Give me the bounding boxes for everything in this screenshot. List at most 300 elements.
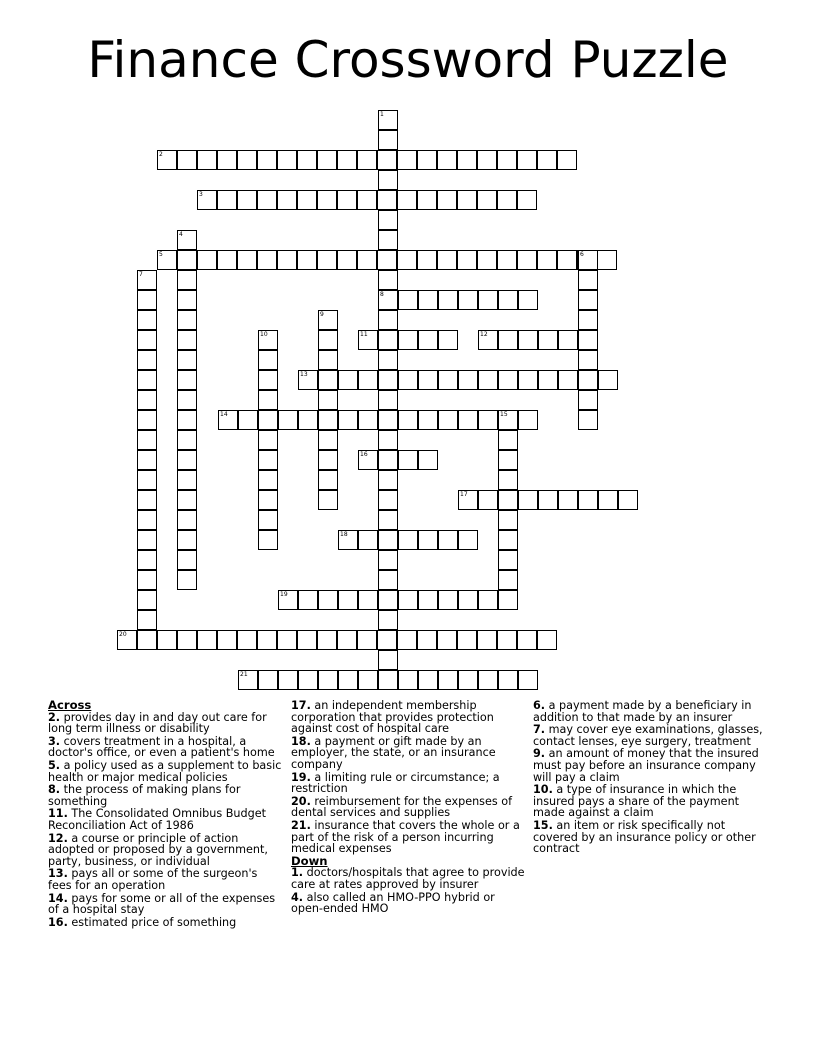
grid-cell[interactable] <box>277 190 297 210</box>
grid-cell[interactable] <box>378 390 398 410</box>
grid-cell[interactable] <box>177 370 197 390</box>
grid-cell[interactable] <box>438 530 458 550</box>
grid-cell[interactable] <box>358 450 378 470</box>
clue-text: a payment made by a beneficiary in addition to that made by an insurer <box>533 699 752 724</box>
grid-cell[interactable] <box>318 430 338 450</box>
grid-cell[interactable] <box>277 150 297 170</box>
grid-cell[interactable] <box>217 190 237 210</box>
grid-cell[interactable] <box>337 630 357 650</box>
grid-cell[interactable] <box>457 150 477 170</box>
clue-text: the process of making plans for something <box>48 783 241 808</box>
grid-cell[interactable] <box>458 290 478 310</box>
grid-cell[interactable] <box>478 410 498 430</box>
grid-cell[interactable] <box>477 250 497 270</box>
clue-number: 19 <box>280 591 288 598</box>
grid-cell[interactable] <box>298 370 318 390</box>
grid-cell[interactable] <box>478 330 498 350</box>
grid-cell[interactable] <box>378 270 398 290</box>
grid-cell[interactable] <box>417 630 437 650</box>
grid-cell[interactable] <box>378 410 398 430</box>
grid-cell[interactable] <box>438 590 458 610</box>
grid-cell[interactable] <box>237 250 257 270</box>
grid-cell[interactable] <box>338 530 358 550</box>
grid-cell[interactable] <box>338 370 358 390</box>
grid-cell[interactable] <box>218 410 238 430</box>
grid-cell[interactable] <box>518 370 538 390</box>
grid-cell[interactable] <box>357 150 377 170</box>
clue-number: 10 <box>260 331 268 338</box>
grid-cell[interactable] <box>137 310 157 330</box>
grid-cell[interactable] <box>578 310 598 330</box>
grid-cell[interactable] <box>217 630 237 650</box>
grid-cell[interactable] <box>297 150 317 170</box>
across-clue <box>48 736 284 759</box>
grid-cell[interactable] <box>197 150 217 170</box>
grid-cell[interactable] <box>438 670 458 690</box>
grid-cell[interactable] <box>338 670 358 690</box>
grid-cell[interactable] <box>598 370 618 390</box>
grid-cell[interactable] <box>578 390 598 410</box>
grid-cell[interactable] <box>438 410 458 430</box>
grid-cell[interactable] <box>397 630 417 650</box>
grid-cell[interactable] <box>358 370 378 390</box>
grid-cell[interactable] <box>137 590 157 610</box>
grid-cell[interactable] <box>518 490 538 510</box>
grid-cell[interactable] <box>318 390 338 410</box>
grid-cell[interactable] <box>177 630 197 650</box>
grid-cell[interactable] <box>137 510 157 530</box>
grid-cell[interactable] <box>497 150 517 170</box>
grid-cell[interactable] <box>517 630 537 650</box>
grid-cell[interactable] <box>478 370 498 390</box>
clue-number: 18 <box>340 531 348 538</box>
clue-text: estimated price of something <box>67 915 237 929</box>
grid-cell[interactable] <box>517 190 537 210</box>
grid-cell[interactable] <box>357 630 377 650</box>
grid-cell[interactable] <box>597 250 617 270</box>
grid-cell[interactable] <box>237 630 257 650</box>
grid-cell[interactable] <box>578 410 598 430</box>
grid-cell[interactable] <box>578 350 598 370</box>
grid-cell[interactable] <box>298 670 318 690</box>
grid-cell[interactable] <box>398 670 418 690</box>
grid-cell[interactable] <box>458 590 478 610</box>
grid-cell[interactable] <box>618 490 638 510</box>
grid-cell[interactable] <box>457 250 477 270</box>
grid-cell[interactable] <box>258 450 278 470</box>
grid-cell[interactable] <box>378 530 398 550</box>
grid-cell[interactable] <box>478 590 498 610</box>
grid-cell[interactable] <box>498 290 518 310</box>
grid-cell[interactable] <box>137 330 157 350</box>
clues-column-2 <box>291 700 527 916</box>
grid-cell[interactable] <box>278 670 298 690</box>
grid-cell[interactable] <box>397 190 417 210</box>
grid-cell[interactable] <box>137 550 157 570</box>
grid-cell[interactable] <box>277 250 297 270</box>
grid-cell[interactable] <box>177 390 197 410</box>
grid-cell[interactable] <box>237 150 257 170</box>
grid-cell[interactable] <box>177 270 197 290</box>
grid-cell[interactable] <box>357 190 377 210</box>
grid-cell[interactable] <box>498 430 518 450</box>
grid-cell[interactable] <box>177 250 197 270</box>
grid-cell[interactable] <box>237 190 257 210</box>
grid-cell[interactable] <box>137 290 157 310</box>
grid-cell[interactable] <box>258 390 278 410</box>
grid-cell[interactable] <box>578 250 598 270</box>
grid-cell[interactable] <box>338 410 358 430</box>
grid-cell[interactable] <box>358 670 378 690</box>
grid-cell[interactable] <box>437 630 457 650</box>
grid-cell[interactable] <box>318 670 338 690</box>
grid-cell[interactable] <box>378 670 398 690</box>
grid-cell[interactable] <box>598 490 618 510</box>
grid-cell[interactable] <box>197 250 217 270</box>
clue-number: 20 <box>119 631 127 638</box>
grid-cell[interactable] <box>418 590 438 610</box>
grid-cell[interactable] <box>498 590 518 610</box>
grid-cell[interactable] <box>498 530 518 550</box>
grid-cell[interactable] <box>378 650 398 670</box>
grid-cell[interactable] <box>518 330 538 350</box>
grid-cell[interactable] <box>137 350 157 370</box>
grid-cell[interactable] <box>578 270 598 290</box>
grid-cell[interactable] <box>257 150 277 170</box>
grid-cell[interactable] <box>177 570 197 590</box>
grid-cell[interactable] <box>538 490 558 510</box>
grid-cell[interactable] <box>498 450 518 470</box>
grid-cell[interactable] <box>358 590 378 610</box>
clue-num: 6. <box>533 699 546 712</box>
grid-cell[interactable] <box>377 150 397 170</box>
grid-cell[interactable] <box>417 190 437 210</box>
grid-cell[interactable] <box>137 610 157 630</box>
grid-cell[interactable] <box>258 510 278 530</box>
grid-cell[interactable] <box>578 490 598 510</box>
grid-cell[interactable] <box>297 190 317 210</box>
grid-cell[interactable] <box>338 590 358 610</box>
across-clue <box>291 820 527 855</box>
grid-cell[interactable] <box>177 490 197 510</box>
grid-cell[interactable] <box>177 510 197 530</box>
grid-cell[interactable] <box>298 410 318 430</box>
clue-text: may cover eye examinations, glasses, contact lenses, eye surgery, treatment <box>533 723 763 748</box>
grid-cell[interactable] <box>177 530 197 550</box>
grid-cell[interactable] <box>418 330 438 350</box>
grid-cell[interactable] <box>258 670 278 690</box>
grid-cell[interactable] <box>498 670 518 690</box>
grid-cell[interactable] <box>378 310 398 330</box>
grid-cell[interactable] <box>357 250 377 270</box>
grid-cell[interactable] <box>318 330 338 350</box>
grid-cell[interactable] <box>177 450 197 470</box>
grid-cell[interactable] <box>137 530 157 550</box>
grid-cell[interactable] <box>137 390 157 410</box>
grid-cell[interactable] <box>418 530 438 550</box>
grid-cell[interactable] <box>317 190 337 210</box>
grid-cell[interactable] <box>398 590 418 610</box>
grid-cell[interactable] <box>378 370 398 390</box>
grid-cell[interactable] <box>498 570 518 590</box>
grid-cell[interactable] <box>477 190 497 210</box>
grid-cell[interactable] <box>518 290 538 310</box>
grid-cell[interactable] <box>478 490 498 510</box>
grid-cell[interactable] <box>558 490 578 510</box>
across-clue <box>48 868 284 891</box>
grid-cell[interactable] <box>137 370 157 390</box>
clue-text: a payment or gift made by an employer, the state, or an insurance company <box>291 734 496 771</box>
grid-cell[interactable] <box>298 590 318 610</box>
grid-cell[interactable] <box>378 290 398 310</box>
grid-cell[interactable] <box>378 350 398 370</box>
grid-cell[interactable] <box>497 630 517 650</box>
grid-cell[interactable] <box>318 370 338 390</box>
grid-cell[interactable] <box>378 130 398 150</box>
grid-cell[interactable] <box>518 670 538 690</box>
down-clue <box>291 892 527 915</box>
grid-cell[interactable] <box>337 250 357 270</box>
grid-cell[interactable] <box>378 490 398 510</box>
grid-cell[interactable] <box>418 450 438 470</box>
grid-cell[interactable] <box>318 490 338 510</box>
grid-cell[interactable] <box>537 250 557 270</box>
grid-cell[interactable] <box>358 330 378 350</box>
grid-cell[interactable] <box>538 370 558 390</box>
grid-cell[interactable] <box>498 470 518 490</box>
grid-cell[interactable] <box>437 150 457 170</box>
grid-cell[interactable] <box>398 450 418 470</box>
grid-cell[interactable] <box>137 570 157 590</box>
across-clue <box>48 784 284 807</box>
clues-column-3 <box>533 700 769 856</box>
clue-text: provides day in and day out care for long term illness or disability <box>48 710 267 736</box>
grid-cell[interactable] <box>377 630 397 650</box>
grid-cell[interactable] <box>498 510 518 530</box>
grid-cell[interactable] <box>337 150 357 170</box>
grid-cell[interactable] <box>317 630 337 650</box>
grid-cell[interactable] <box>278 410 298 430</box>
grid-cell[interactable] <box>177 150 197 170</box>
grid-cell[interactable] <box>238 670 258 690</box>
clue-number: 9 <box>320 311 324 318</box>
grid-cell[interactable] <box>297 250 317 270</box>
grid-cell[interactable] <box>458 490 478 510</box>
grid-cell[interactable] <box>398 330 418 350</box>
grid-cell[interactable] <box>318 350 338 370</box>
grid-cell[interactable] <box>177 550 197 570</box>
grid-cell[interactable] <box>398 290 418 310</box>
grid-cell[interactable] <box>378 470 398 490</box>
clue-number: 13 <box>300 371 308 378</box>
grid-cell[interactable] <box>498 550 518 570</box>
grid-cell[interactable] <box>117 630 137 650</box>
down-clue <box>533 724 769 747</box>
grid-cell[interactable] <box>378 550 398 570</box>
grid-cell[interactable] <box>258 430 278 450</box>
grid-cell[interactable] <box>517 150 537 170</box>
grid-cell[interactable] <box>257 250 277 270</box>
grid-cell[interactable] <box>398 410 418 430</box>
puzzle-title: Finance Crossword Puzzle <box>87 31 729 89</box>
grid-cell[interactable] <box>177 230 197 250</box>
grid-cell[interactable] <box>417 250 437 270</box>
grid-cell[interactable] <box>358 530 378 550</box>
clue-number: 15 <box>500 411 508 418</box>
grid-cell[interactable] <box>258 330 278 350</box>
grid-cell[interactable] <box>378 110 398 130</box>
grid-cell[interactable] <box>257 630 277 650</box>
grid-cell[interactable] <box>337 190 357 210</box>
grid-cell[interactable] <box>137 410 157 430</box>
grid-cell[interactable] <box>538 330 558 350</box>
grid-cell[interactable] <box>378 330 398 350</box>
grid-cell[interactable] <box>437 190 457 210</box>
clue-number: 16 <box>360 451 368 458</box>
grid-cell[interactable] <box>397 150 417 170</box>
grid-cell[interactable] <box>398 370 418 390</box>
grid-cell[interactable] <box>458 410 478 430</box>
grid-cell[interactable] <box>137 430 157 450</box>
grid-cell[interactable] <box>497 250 517 270</box>
grid-cell[interactable] <box>398 530 418 550</box>
grid-cell[interactable] <box>418 670 438 690</box>
grid-cell[interactable] <box>378 570 398 590</box>
grid-cell[interactable] <box>317 150 337 170</box>
grid-cell[interactable] <box>177 410 197 430</box>
grid-cell[interactable] <box>177 290 197 310</box>
grid-cell[interactable] <box>418 370 438 390</box>
grid-cell[interactable] <box>258 370 278 390</box>
grid-cell[interactable] <box>457 630 477 650</box>
grid-cell[interactable] <box>498 330 518 350</box>
grid-cell[interactable] <box>457 190 477 210</box>
grid-cell[interactable] <box>537 150 557 170</box>
grid-cell[interactable] <box>478 290 498 310</box>
grid-cell[interactable] <box>498 490 518 510</box>
grid-cell[interactable] <box>277 630 297 650</box>
grid-cell[interactable] <box>418 290 438 310</box>
grid-cell[interactable] <box>137 630 157 650</box>
grid-cell[interactable] <box>438 330 458 350</box>
grid-cell[interactable] <box>378 230 398 250</box>
grid-cell[interactable] <box>458 530 478 550</box>
grid-cell[interactable] <box>458 670 478 690</box>
grid-cell[interactable] <box>557 150 577 170</box>
grid-cell[interactable] <box>477 630 497 650</box>
grid-cell[interactable] <box>397 250 417 270</box>
clue-text: also called an HMO-PPO hybrid or open-ended HMO <box>291 890 495 916</box>
grid-cell[interactable] <box>157 250 177 270</box>
grid-cell[interactable] <box>378 610 398 630</box>
grid-cell[interactable] <box>477 150 497 170</box>
clue-text: a course or principle of action adopted or proposed by a government, party, business, or individual <box>48 831 268 868</box>
grid-cell[interactable] <box>517 250 537 270</box>
grid-cell[interactable] <box>177 350 197 370</box>
grid-cell[interactable] <box>177 430 197 450</box>
grid-cell[interactable] <box>197 190 217 210</box>
grid-cell[interactable] <box>377 250 397 270</box>
grid-cell[interactable] <box>258 470 278 490</box>
grid-cell[interactable] <box>157 150 177 170</box>
grid-cell[interactable] <box>177 330 197 350</box>
grid-cell[interactable] <box>438 290 458 310</box>
clue-num: 2. <box>48 710 61 724</box>
grid-cell[interactable] <box>558 370 578 390</box>
grid-cell[interactable] <box>497 190 517 210</box>
grid-cell[interactable] <box>458 370 478 390</box>
down-clue <box>533 700 769 723</box>
grid-cell[interactable] <box>378 450 398 470</box>
grid-cell[interactable] <box>217 250 237 270</box>
grid-cell[interactable] <box>358 410 378 430</box>
grid-cell[interactable] <box>378 590 398 610</box>
grid-cell[interactable] <box>557 250 577 270</box>
across-clue <box>291 736 527 771</box>
grid-cell[interactable] <box>578 290 598 310</box>
clue-text: an independent membership corporation that provides protection against cost of hospital care <box>291 699 494 736</box>
grid-cell[interactable] <box>377 190 397 210</box>
grid-cell[interactable] <box>318 590 338 610</box>
grid-cell[interactable] <box>137 270 157 290</box>
grid-cell[interactable] <box>137 470 157 490</box>
grid-cell[interactable] <box>378 210 398 230</box>
across-clue <box>48 893 284 916</box>
grid-cell[interactable] <box>518 410 538 430</box>
grid-cell[interactable] <box>177 310 197 330</box>
grid-cell[interactable] <box>258 530 278 550</box>
grid-cell[interactable] <box>258 350 278 370</box>
grid-cell[interactable] <box>437 250 457 270</box>
grid-cell[interactable] <box>318 470 338 490</box>
grid-cell[interactable] <box>238 410 258 430</box>
grid-cell[interactable] <box>537 630 557 650</box>
grid-cell[interactable] <box>438 370 458 390</box>
grid-cell[interactable] <box>258 410 278 430</box>
grid-cell[interactable] <box>217 150 237 170</box>
grid-cell[interactable] <box>258 490 278 510</box>
grid-cell[interactable] <box>278 590 298 610</box>
grid-cell[interactable] <box>578 370 598 390</box>
grid-cell[interactable] <box>317 250 337 270</box>
grid-cell[interactable] <box>157 630 177 650</box>
clue-number: 6 <box>580 251 584 258</box>
across-clue <box>291 700 527 735</box>
grid-cell[interactable] <box>558 330 578 350</box>
grid-cell[interactable] <box>137 450 157 470</box>
grid-cell[interactable] <box>378 170 398 190</box>
clue-number: 1 <box>380 111 384 118</box>
clue-number: 11 <box>360 331 368 338</box>
grid-cell[interactable] <box>197 630 217 650</box>
grid-cell[interactable] <box>318 450 338 470</box>
grid-cell[interactable] <box>378 510 398 530</box>
grid-cell[interactable] <box>498 370 518 390</box>
grid-cell[interactable] <box>498 410 518 430</box>
grid-cell[interactable] <box>318 310 338 330</box>
grid-cell[interactable] <box>578 330 598 350</box>
grid-cell[interactable] <box>137 490 157 510</box>
grid-cell[interactable] <box>378 430 398 450</box>
clue-text: an item or risk specifically not covered by an insurance policy or other contract <box>533 818 756 856</box>
grid-cell[interactable] <box>418 410 438 430</box>
grid-cell[interactable] <box>257 190 277 210</box>
grid-cell[interactable] <box>417 150 437 170</box>
grid-cell[interactable] <box>297 630 317 650</box>
grid-cell[interactable] <box>478 670 498 690</box>
grid-cell[interactable] <box>318 410 338 430</box>
grid-cell[interactable] <box>177 470 197 490</box>
